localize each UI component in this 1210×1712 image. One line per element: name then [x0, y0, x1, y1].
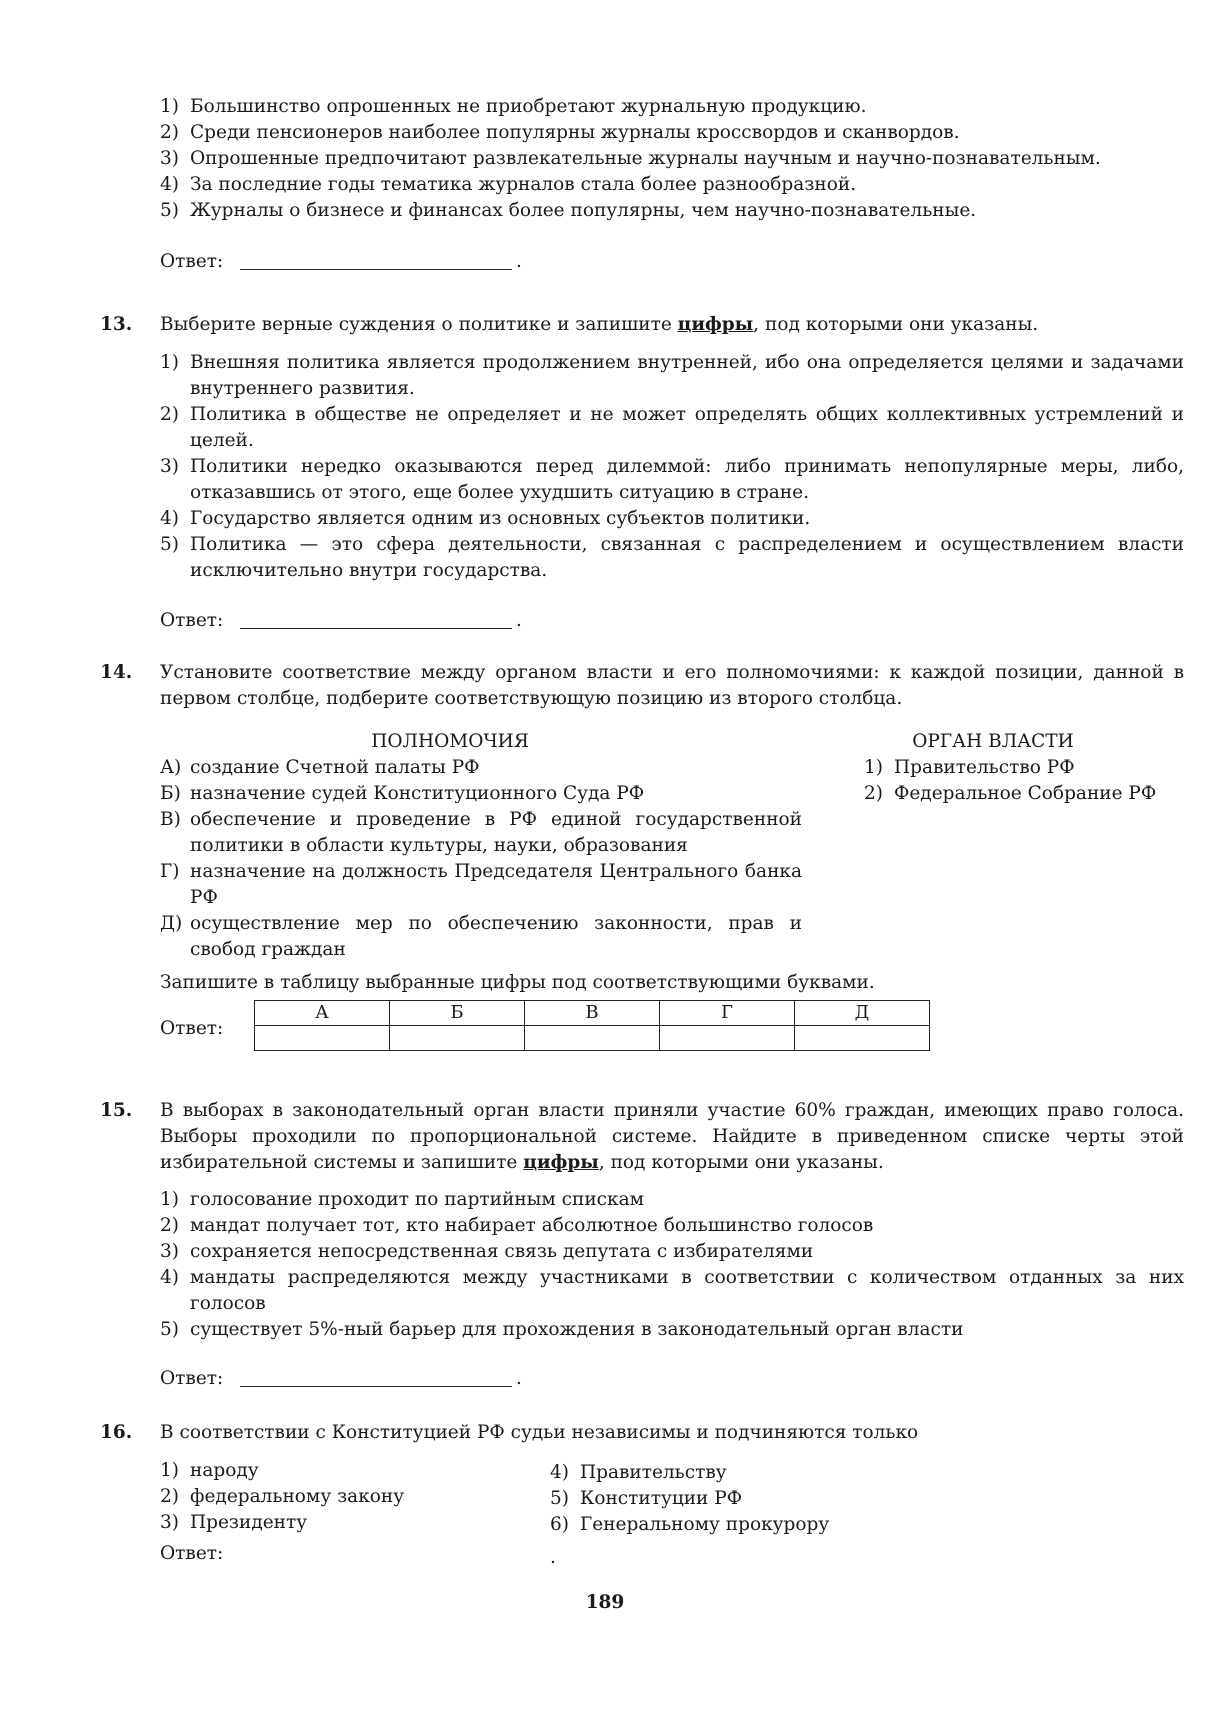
list-item: 2) федеральному закону: [160, 1486, 405, 1507]
q16-options-left: [160, 1458, 540, 1536]
q13-options: [160, 350, 1184, 584]
table-header-cell: В: [525, 1001, 660, 1026]
question-prompt: В соответствии с Конституцией РФ судьи независимы и подчиняются только: [160, 1422, 919, 1443]
list-item: 2) Политика в обществе не определяет и не может определять общих коллективных устремлений и целей.: [160, 404, 1184, 451]
authority-list: [864, 755, 1190, 807]
list-item: 5) существует 5%-ный барьер для прохождения в законодательный орган власти: [160, 1319, 964, 1340]
table-header-cell: Г: [660, 1001, 795, 1026]
q12-answer: Ответ: .: [160, 249, 540, 275]
list-item: 3) Политики нередко оказываются перед дилеммой: либо принимать непопулярные меры, либо, отказавшись от этого, еще более ухудшить ситуацию в стране.: [160, 456, 1184, 503]
question-number: 13.: [100, 314, 133, 335]
answer-label: Ответ:: [160, 1368, 224, 1389]
table-instruction: Запишите в таблицу выбранные цифры под соответствующими буквами.: [160, 972, 875, 993]
list-item: 4) мандаты распределяются между участниками в соответствии с количеством отданных за них голосов: [160, 1267, 1184, 1314]
list-item: 5) Конституции РФ: [550, 1488, 743, 1509]
table-header-cell: А: [255, 1001, 390, 1026]
q15-answer: Ответ: .: [160, 1366, 540, 1392]
answer-label: Ответ:: [160, 251, 224, 272]
list-item: 2) Среди пенсионеров наиболее популярны журналы кроссвордов и сканвордов.: [160, 122, 960, 143]
list-item: 3) сохраняется непосредственная связь депутата с избирателями: [160, 1241, 814, 1262]
list-item: 2) Федеральное Собрание РФ: [864, 783, 1157, 804]
question-14: [100, 660, 1190, 712]
list-item: 5) Политика — это сфера деятельности, связанная с распределением и осуществлением власти исключительно внутри государства.: [160, 534, 1184, 581]
list-item: 5) Журналы о бизнесе и финансах более популярны, чем научно-познавательные.: [160, 200, 977, 221]
list-item: 1) голосование проходит по партийным спискам: [160, 1189, 645, 1210]
list-item: 2) мандат получает тот, кто набирает абсолютное большинство голосов: [160, 1215, 874, 1236]
question-15: [100, 1098, 1190, 1176]
answer-cell[interactable]: [795, 1026, 930, 1051]
answer-cell[interactable]: [525, 1026, 660, 1051]
list-item: Б) назначение судей Конституционного Суда РФ: [160, 783, 645, 804]
powers-list: [160, 755, 802, 963]
list-item: 3) Опрошенные предпочитают развлекательные журналы научным и научно-познавательным.: [160, 148, 1101, 169]
list-item: 1) Большинство опрошенных не приобретают журнальную продукцию.: [160, 96, 867, 117]
exam-page: 1) Большинство опрошенных не приобретают журнальную продукцию. 2) Среди пенсионеров наиболее популярны журналы кроссвордов и сканвордов. 3) Опрошенные предпочитают развлекательные журналы научным и научно-познавательным. 4) За последние годы тематика журналов стала более разнообразной. 5) Журналы о бизнесе и финансах более популярны, чем научно-познавательные. Ответ: . 13. Выберите верные суждения о политике и запишите цифры, под которыми они указаны. 1) Внешняя политика является продолжением внутренней, ибо она определяется целями и задачами внутреннего развития. 2) Политика в обществе не определяет и не может определять общих коллективных устремлений и целей. 3) Политики нередко оказываются перед дилеммой: либо принимать непопулярные меры, либо, отказавшись от этого, еще более ухудшить ситуацию в стране. 4) Государство является одним из основных субъектов политики. 5) Политика — это сфера деятельности, связанная с распределением и осуществлением власти исключительно внутри государства. Ответ: . 14. Установите соответствие между органом власти и его полномочиями: к каждой позиции, данной в первом столбце, подберите соответствующую позицию из второго столбца. ПОЛНОМОЧИЯ ОРГАН ВЛАСТИ А) создание Счетной палаты РФ Б) назначение судей Конституционного Суда РФ В) обеспечение и проведение в РФ единой государственной политики в области культуры, науки, образования Г) назначение на должность Председателя Центрального банка РФ Д) осуществление мер по обеспечению законности, прав и свобод граждан 1) Правительство РФ 2) Федеральное Собрание РФ Запишите в таблицу выбранные цифры под соответствующими буквами. Ответ: А Б В Г Д 15. В выборах в законодательный орган власти приняли участие 60% граждан, имеющих право голоса. Выборы проходили по пропорциональной системе. Найдите в приведенном списке черты этой избирательной системы и запишите цифры, под которыми они указаны. 1) голосование проходит по партийным спискам 2) мандат получает тот, кто набирает абсолютное большинство голосов 3) сохраняется непосредственная связь депутата с избирателями 4) мандаты распределяются между участниками в соответствии с количеством отданных за них голосов 5) существует 5%-ный барьер для прохождения в законодательный орган власти Ответ: . 16. В соответствии с Конституцией РФ судьи независимы и подчиняются только 1) народу 2) федеральному закону 3) Президенту 4) Правительству 5) Конституции РФ 6) Генеральному прокурору Ответ: . 189: [0, 0, 1210, 1712]
question-prompt: Выберите верные суждения о политике и запишите цифры, под которыми они указаны.: [160, 314, 1039, 335]
powers-header: ПОЛНОМОЧИЯ: [371, 731, 529, 752]
question-13: [100, 312, 1190, 338]
list-item: Д) осуществление мер по обеспечению законности, прав и свобод граждан: [160, 913, 802, 960]
q14-answer-label: Ответ:: [160, 1018, 224, 1039]
list-item: В) обеспечение и проведение в РФ единой государственной политики в области культуры, науки, образования: [160, 809, 802, 856]
list-item: 3) Президенту: [160, 1512, 308, 1533]
list-item: 4) За последние годы тематика журналов стала более разнообразной.: [160, 174, 857, 195]
list-item: А) создание Счетной палаты РФ: [160, 757, 480, 778]
question-prompt: Установите соответствие между органом власти и его полномочиями: к каждой позиции, данной в первом столбце, подберите соответствующую позицию из второго столбца.: [160, 662, 1184, 709]
authority-header: ОРГАН ВЛАСТИ: [912, 731, 1074, 752]
answer-table: [254, 1000, 930, 1051]
question-prompt: В выборах в законодательный орган власти приняли участие 60% граждан, имеющих право голоса. Выборы проходили по пропорциональной системе. Найдите в приведенном списке черты этой избирательной системы и запишите цифры, под которыми они указаны.: [160, 1100, 1184, 1173]
list-item: 1) народу: [160, 1460, 259, 1481]
q15-options: [160, 1187, 1184, 1343]
question-number: 15.: [100, 1100, 133, 1121]
list-item: 1) Внешняя политика является продолжением внутренней, ибо она определяется целями и задачами внутреннего развития.: [160, 352, 1184, 399]
q13-answer: Ответ: .: [160, 608, 540, 634]
table-header-cell: Д: [795, 1001, 930, 1026]
q16-answer-field[interactable]: [240, 1541, 540, 1567]
answer-field[interactable]: [240, 628, 512, 629]
q16-options-right: [550, 1460, 950, 1538]
list-item: Г) назначение на должность Председателя Центрального банка РФ: [160, 861, 802, 908]
list-item: 4) Правительству: [550, 1462, 727, 1483]
answer-field[interactable]: [240, 1386, 512, 1387]
answer-cell[interactable]: [255, 1026, 390, 1051]
answer-label: Ответ:: [160, 610, 224, 631]
question-16: [100, 1420, 1190, 1446]
page-number: 189: [585, 1592, 625, 1613]
table-header-cell: Б: [390, 1001, 525, 1026]
list-item: 6) Генеральному прокурору: [550, 1514, 830, 1535]
question-number: 16.: [100, 1422, 133, 1443]
answer-cell[interactable]: [660, 1026, 795, 1051]
table-answer-row: [255, 1026, 930, 1051]
q12-options: [160, 94, 1184, 224]
question-number: 14.: [100, 662, 133, 683]
answer-field[interactable]: [240, 269, 512, 270]
table-header-row: [255, 1001, 930, 1026]
list-item: 1) Правительство РФ: [864, 757, 1075, 778]
list-item: 4) Государство является одним из основных субъектов политики.: [160, 508, 811, 529]
q16-answer-label: Ответ:: [160, 1543, 224, 1564]
answer-cell[interactable]: [390, 1026, 525, 1051]
